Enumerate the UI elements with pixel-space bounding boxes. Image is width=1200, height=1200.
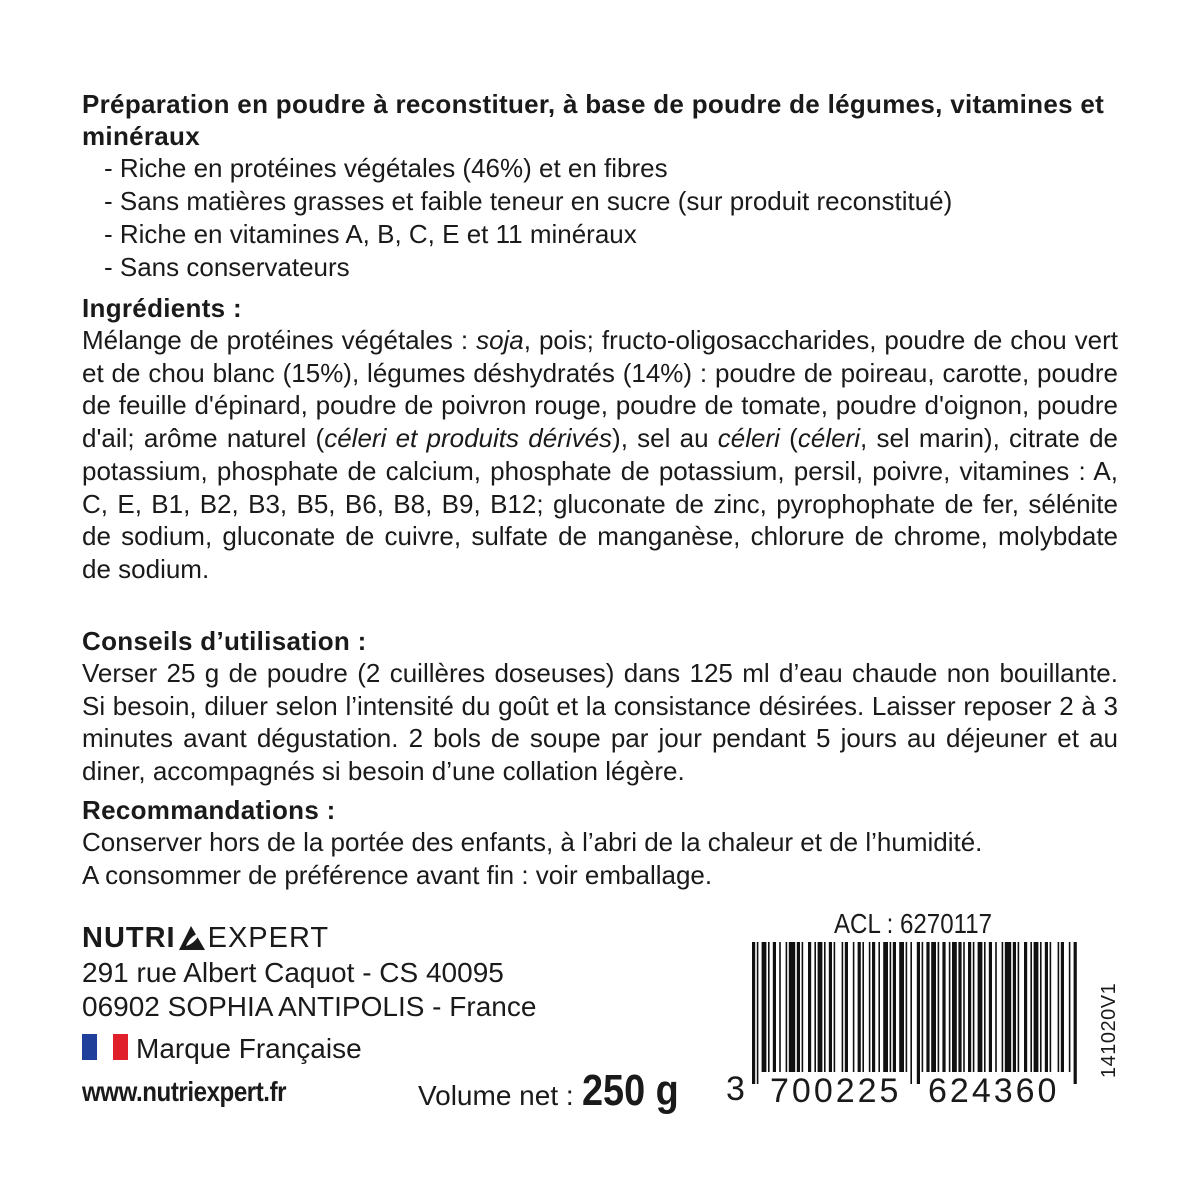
- barcode-bar: [834, 942, 836, 1072]
- barcode-bar: [858, 942, 861, 1072]
- barcode-bar: [1040, 942, 1042, 1072]
- barcode-bar: [931, 942, 936, 1072]
- barcode-bar: [938, 942, 940, 1072]
- benefit-item: - Riche en vitamines A, B, C, E et 11 minéraux: [104, 219, 637, 249]
- barcode-bar: [899, 942, 904, 1072]
- benefit-item: - Sans conservateurs: [104, 252, 350, 282]
- barcode-bar: [869, 942, 871, 1072]
- acl-code: ACL : 6270117: [834, 908, 992, 939]
- ingredients-heading: Ingrédients :: [82, 293, 242, 323]
- barcode-bar: [906, 942, 908, 1072]
- barcode-bar: [926, 942, 929, 1072]
- barcode-bar: [890, 942, 892, 1072]
- barcode-bar: [1013, 942, 1016, 1072]
- barcode-bar: [757, 942, 759, 1084]
- barcode-first-digit: 3: [726, 1070, 748, 1108]
- intro-section: [82, 88, 1118, 284]
- barcode-bar: [1018, 942, 1020, 1072]
- barcode-bar: [968, 942, 971, 1072]
- barcode-bar: [949, 942, 951, 1072]
- barcode-bar: [952, 942, 957, 1072]
- barcode-bar: [773, 942, 776, 1072]
- brand-name-part1: NUTRI: [82, 921, 176, 954]
- barcode-bar: [814, 942, 816, 1072]
- volume-value: 250 g: [581, 1066, 679, 1115]
- barcode-bar: [973, 942, 975, 1072]
- usage-section: [82, 625, 1118, 788]
- barcode-bar: [862, 942, 864, 1072]
- barcode-bar: [845, 942, 848, 1072]
- barcode-bar: [1074, 942, 1077, 1084]
- barcode-bar: [893, 942, 896, 1072]
- barcode-bar: [1045, 942, 1048, 1072]
- ingredients-text: Mélange de protéines végétales : soja, pois; fructo-oligosaccharides, poudre de chou vert et de chou blanc (15%), légumes déshydratés (14%) : poudre de poireau, carotte, poudre de feuille d'épinard, poudre de poivron rouge, poudre de tomate, poudre d'oignon, poudre d'ail; arôme naturel (céleri et produits dérivés), sel au céleri (céleri, sel marin), citrate de potassium, phosphate de calcium, phosphate de potassium, persil, poivre, vitamines : A, C, E, B1, B2, B3, B5, B6, B8, B9, B12; gluconate de zinc, pyrophophate de fer, sélénite de sodium, gluconate de cuivre, sulfate de manganèse, chlorure de chrome, molybdate de sodium.: [82, 325, 1118, 584]
- barcode-bar: [786, 942, 788, 1072]
- recommendations-line: A consommer de préférence avant fin : voir emballage.: [82, 859, 713, 890]
- barcode-bar: [789, 942, 795, 1072]
- recommendations-heading: Recommandations :: [82, 795, 336, 825]
- barcode: [752, 942, 1078, 1084]
- barcode-bar: [984, 942, 986, 1072]
- barcode-bar: [1050, 942, 1052, 1072]
- benefit-item: - Riche en protéines végétales (46%) et en fibres: [104, 153, 668, 183]
- barcode-bar: [797, 942, 800, 1072]
- barcode-bar: [853, 942, 855, 1072]
- address-line: 06902 SOPHIA ANTIPOLIS - France: [82, 991, 537, 1022]
- volume-label: Volume net :: [418, 1080, 574, 1111]
- barcode-bar: [779, 942, 781, 1072]
- usage-text: Verser 25 g de poudre (2 cuillères doseuses) dans 125 ml d’eau chaude non bouillante. Si besoin, diluer selon l’intensité du goût et la consistance désirées. Laisser reposer 2 à 3 minutes avant dégustation. 2 bols de soupe par jour pendant 5 jours au déjeuner et au diner, accompagnés si besoin d’une collation légère.: [82, 658, 1118, 787]
- barcode-bar: [808, 942, 811, 1072]
- barcode-bar: [878, 942, 880, 1072]
- barcode-bar: [842, 942, 844, 1072]
- barcode-bar: [1069, 942, 1071, 1072]
- address-line: 291 rue Albert Caquot - CS 40095: [82, 957, 504, 988]
- barcode-bar: [752, 942, 755, 1084]
- recommendations-section: [82, 794, 1118, 891]
- barcode-bar: [762, 942, 767, 1072]
- barcode-bar: [1061, 942, 1064, 1072]
- barcode-bar: [872, 942, 875, 1072]
- usage-heading: Conseils d’utilisation :: [82, 626, 367, 656]
- benefit-item: - Sans matières grasses et faible teneur en sucre (sur produit reconstitué): [104, 186, 953, 216]
- barcode-bar: [989, 942, 992, 1072]
- barcode-bar: [1002, 942, 1004, 1072]
- net-volume: [418, 1066, 694, 1116]
- barcode-bar: [958, 942, 961, 1072]
- benefit-list: [82, 152, 1118, 284]
- barcode-bar: [818, 942, 823, 1072]
- barcode-bar: [1030, 942, 1032, 1072]
- barcode-bar: [963, 942, 965, 1072]
- barcode-digits-right: 624360: [928, 1072, 1060, 1110]
- french-flag-icon: [82, 1034, 128, 1060]
- brand-name-part2: EXPERT: [207, 921, 330, 954]
- brand-logo: [82, 922, 329, 954]
- barcode-bar: [910, 942, 912, 1084]
- origin-label: Marque Française: [136, 1033, 362, 1064]
- barcode-bar: [883, 942, 888, 1072]
- barcode-bar: [942, 942, 945, 1072]
- barcode-bar: [922, 942, 924, 1072]
- barcode-bar: [829, 942, 832, 1072]
- barcode-bar: [995, 942, 997, 1072]
- barcode-digits-left: 700225: [770, 1072, 902, 1110]
- brand-leaf-icon: [177, 924, 207, 952]
- recommendations-line: Conserver hors de la portée des enfants, à l’abri de la chaleur et de l’humidité.: [82, 827, 983, 857]
- website-link[interactable]: www.nutriexpert.fr: [82, 1076, 287, 1107]
- ingredients-section: [82, 292, 1118, 586]
- barcode-bar: [802, 942, 804, 1072]
- side-batch-code: 141020V1: [1098, 982, 1120, 1078]
- barcode-bar: [768, 942, 770, 1072]
- barcode-bar: [978, 942, 983, 1072]
- barcode-bar: [1058, 942, 1060, 1072]
- barcode-bar: [1005, 942, 1011, 1072]
- barcode-bar: [917, 942, 920, 1084]
- barcode-bar: [1024, 942, 1027, 1072]
- barcode-bar: [1034, 942, 1039, 1072]
- barcode-bar: [824, 942, 826, 1072]
- intro-title: Préparation en poudre à reconstituer, à base de poudre de légumes, vitamines et minéraux: [82, 89, 1105, 151]
